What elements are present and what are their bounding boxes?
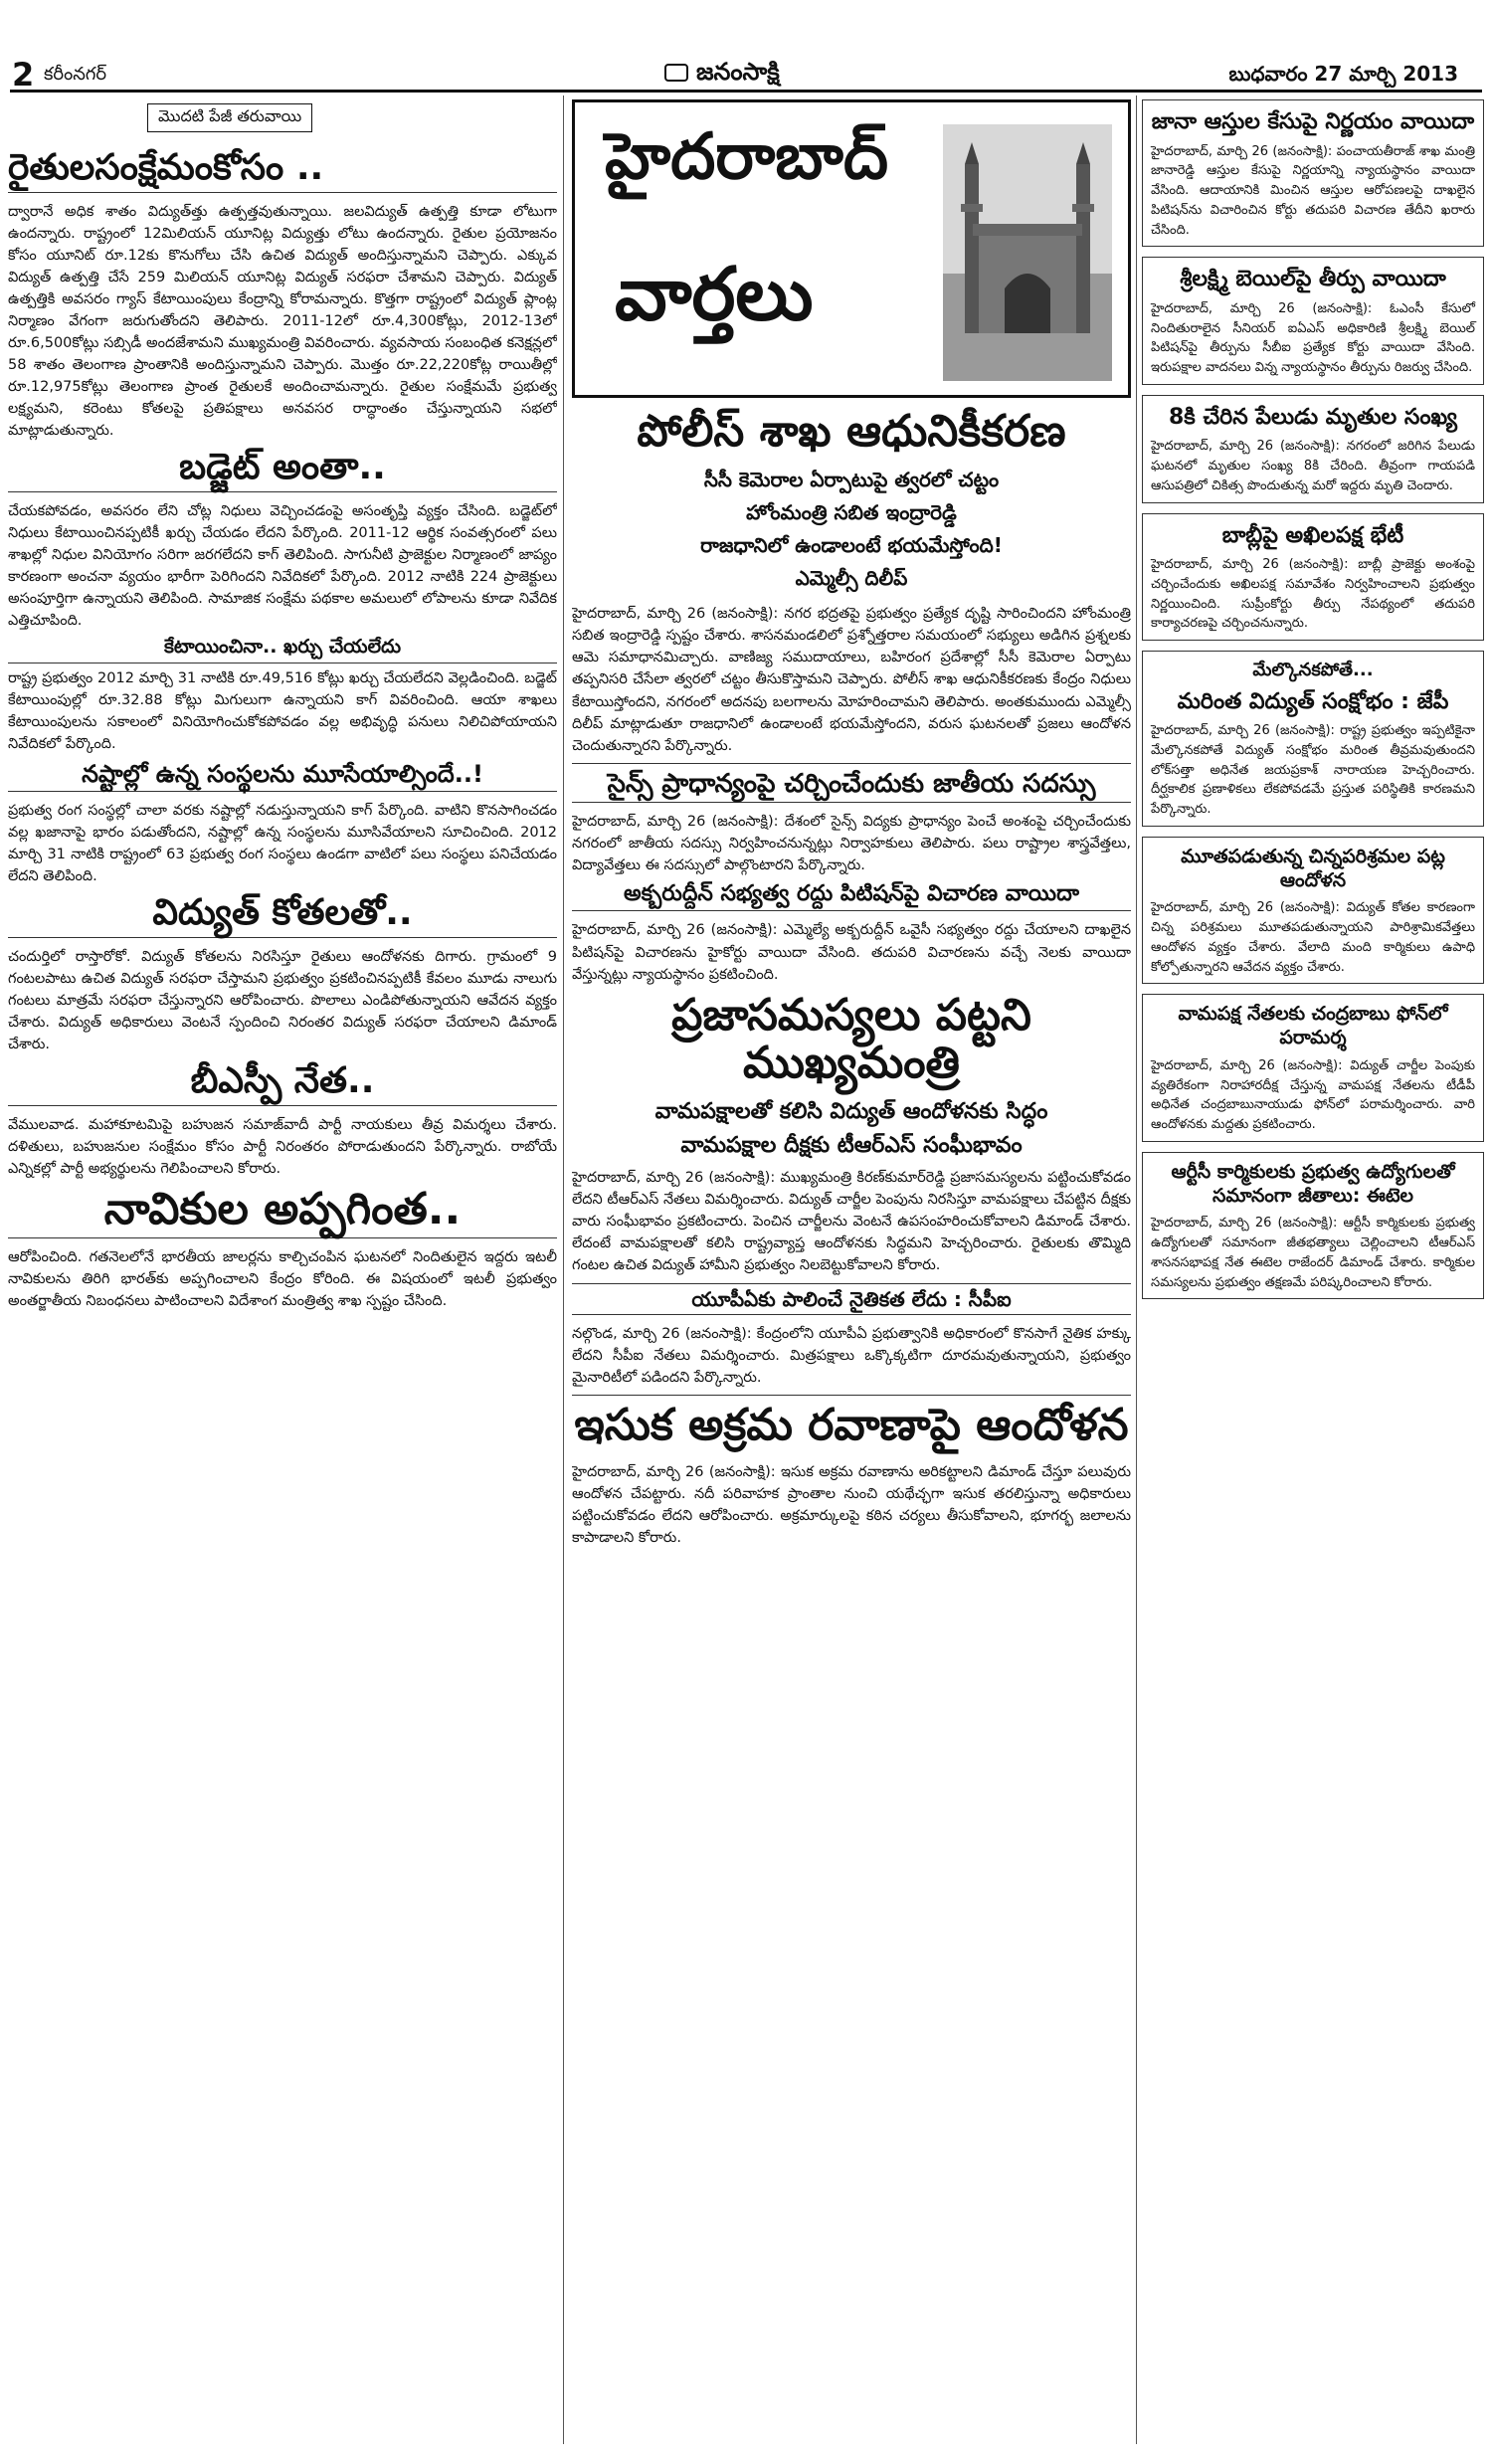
- article-body: చందుర్తిలో రాస్తారోకో. విద్యుత్ కోతలను నిరసిస్తూ రైతులు ఆందోళనకు దిగారు. గ్రామంలో 9 గంటలపాటు ఉచిత విద్యుత్ సరఫరా చేస్తామని ప్రభుత్వం ప్రకటించినప్పటికీ కేవలం మూడు నాలుగు గంటలు మాత్రమే సరఫరా చేస్తున్నారని ఆరోపించారు. పొలాలు ఎండిపోతున్నాయని ఆవేదన వ్యక్తం చేశారు. విద్యుత్ అధికారులు వెంటనే స్పందించి నిరంతర విద్యుత్ సరఫరా చేయాలని డిమాండ్ చేశారు.: [8, 948, 557, 1053]
- article-body: హైదరాబాద్, మార్చి 26 (జనంసాక్షి): ముఖ్యమంత్రి కిరణ్‌కుమార్‌రెడ్డి ప్రజాసమస్యలను పట్టించుకోవడం లేదని టీఆర్ఎస్ నేతలు విమర్శించారు. విద్యుత్ చార్జీల పెంపును నిరసిస్తూ వామపక్షాలు చేపట్టిన దీక్షకు వారు సంఘీభావం ప్రకటించారు. పెంచిన చార్జీలను వెంటనే ఉపసంహరించుకోవాలని డిమాండ్ చేశారు. లేదంటే వామపక్షాలతో కలిసి రాష్ట్రవ్యాప్త ఆందోళనకు సిద్ధమని హెచ్చరించారు. రైతులకు తొమ్మిది గంటల ఉచిత విద్యుత్ హామీని ప్రభుత్వం నిలబెట్టుకోవాలని కోరారు.: [572, 1170, 1131, 1274]
- brief-headline: ఆర్టీసీ కార్మికులకు ప్రభుత్వ ఉద్యోగులతో సమానంగా జీతాలు: ఈటెల: [1171, 1160, 1455, 1207]
- article-body: హైదరాబాద్, మార్చి 26 (జనంసాక్షి): ఇసుక అక్రమ రవాణాను అరికట్టాలని డిమాండ్ చేస్తూ పలువురు ఆందోళన చేపట్టారు. నదీ పరివాహక ప్రాంతాల నుంచి యథేచ్ఛగా ఇసుక తరలిస్తున్నా అధికారులు పట్టించుకోవడం లేదని ఆరోపించారు. అక్రమార్కులపై కఠిన చర్యలు తీసుకోవాలని, భూగర్భ జలాలను కాపాడాలని కోరారు.: [572, 1464, 1131, 1547]
- article-body: ఆరోపించింది. గతనెలలోనే భారతీయ జాలర్లను కాల్చిచంపిన ఘటనలో నిందితులైన ఇద్దరు ఇటలీ నావికులను తిరిగి భారత్‌కు అప్పగించాలని కేంద్రం కోరింది. ఈ విషయంలో ఇటలీ ప్రభుత్వం అంతర్జాతీయ నిబంధనలు పాటించాలని విదేశాంగ మంత్రిత్వ శాఖ స్పష్టం చేసింది.: [8, 1249, 557, 1310]
- right-column: [1142, 99, 1484, 2464]
- article-byline: ఎమ్మెల్సీ దిలీప్: [795, 566, 908, 591]
- section-name: కరీంనగర్: [44, 64, 106, 85]
- article-subheading: కేటాయించినా.. ఖర్చు చేయలేదు: [8, 636, 557, 663]
- article: [572, 770, 1131, 877]
- article: [572, 1395, 1131, 1550]
- article-headline: అక్బరుద్దీన్ సభ్యత్వ రద్దు పిటిషన్‌పై విచారణ వాయిదా: [572, 882, 1131, 911]
- charminar-image: [943, 124, 1112, 381]
- article-subheading: వామపక్షాల దీక్షకు టీఆర్ఎస్ సంఘీభావం: [680, 1133, 1023, 1159]
- header-rule: [10, 90, 1482, 93]
- article-headline: నష్టాల్లో ఉన్న సంస్థలను మూసేయాల్సిందే..!: [8, 761, 557, 792]
- article: [8, 1183, 557, 1312]
- brief-headline: జానా ఆస్తుల కేసుపై నిర్ణయం వాయిదా: [1151, 109, 1475, 134]
- hyderabad-news-banner: [572, 99, 1131, 398]
- article-body: చేయకపోవడం, అవసరం లేని చోట్ల నిధులు వెచ్చించడంపై అసంతృప్తి వ్యక్తం చేసింది. బడ్జెట్‌లో నిధులు కేటాయించినప్పటికీ ఖర్చు చేయడం లేదని పేర్కొంది. 2011-12 ఆర్థిక సంవత్సరంలో పలు శాఖల్లో నిధుల వినియోగం సరిగా జరగలేదని కాగ్ తెలిపింది. సాగునీటి ప్రాజెక్టుల నిర్మాణంలో జాప్యం కారణంగా అంచనా వ్యయం భారీగా పెరిగిందని నివేదికలో పేర్కొంది. 2012 నాటికి 224 ప్రాజెక్టులు అసంపూర్తిగా ఉన్నాయని తెలిపింది. సామాజిక సంక్షేమ పథకాల అమలులో లోపాలను కూడా నివేదిక ఎత్తిచూపింది.: [8, 502, 557, 629]
- newspaper-name-text: జనంసాక్షి: [696, 58, 780, 86]
- brief-body: హైదరాబాద్, మార్చి 26 (జనంసాక్షి): ఓఎంసీ కేసులో నిందితురాలైన సీనియర్ ఐఏఎస్ అధికారిణి శ్రీలక్ష్మి బెయిల్ పిటిషన్‌పై తీర్పును సీబీఐ ప్రత్యేక కోర్టు వాయిదా వేసింది. ఇరుపక్షాల వాదనలు విన్న న్యాయస్థానం తీర్పును రిజర్వు చేసింది.: [1151, 300, 1475, 375]
- article-body: ద్వారానే అధిక శాతం విద్యుత్‌త్తు ఉత్పత్తవుతున్నాయి. జలవిద్యుత్ ఉత్పత్తి కూడా లోటుగా ఉందన్నారు. రాష్ట్రంలో 12మిలియన్ యూనిట్ల విద్యుత్తు లోటు ఉందన్నారు. రైతుల ప్రయోజనం కోసం యూనిట్ రూ.12కు కొనుగోలు చేసి ఉచిత విద్యుత్ అందిస్తున్నామని చెప్పారు. ఎక్కువ విద్యుత్ ఉత్పత్తి చేసే 259 మిలియన్ యూనిట్ల విద్యుత్ సరఫరా చేశామని చెప్పారు. విద్యుత్ ఉత్పత్తికి అవసరం గ్యాస్ కేటాయింపులు కేంద్రాన్ని కోరామన్నారు. కొత్తగా రాష్ట్రంలో విద్యుత్ ప్లాంట్ల నిర్మాణం వేగంగా జరుగుతోందని తెలిపారు. 2011-12లో రూ.4,300కోట్లు, 2012-13లో రూ.6,500కోట్లు సబ్సిడీ అందజేశామని ముఖ్యమంత్రి వివరించారు. వ్యవసాయ సంబంధిత కనెక్షన్లలో 58 శాతం తెలంగాణ ప్రాంతానికి అందిస్తున్నామని చెప్పారు. మొత్తం రూ.22,220కోట్ల రాయితీల్లో రూ.12,975కోట్లు తెలంగాణ ప్రాంత రైతులకే అందించామన్నారు. రైతుల సంక్షేమమే ప్రభుత్వ లక్ష్యమని, కరెంటు కోతలపై ప్రతిపక్షాలు అనవసర రాద్ధాంతం చేస్తున్నాయని సభలో మాట్లాడుతున్నారు.: [8, 203, 557, 439]
- article: [8, 148, 557, 442]
- brief-body: హైదరాబాద్, మార్చి 26 (జనంసాక్షి): బాబ్లీ ప్రాజెక్టు అంశంపై చర్చించేందుకు అఖిలపక్ష సమావేశం నిర్వహించాలని ప్రభుత్వం నిర్ణయించింది. సుప్రీంకోర్టు తీర్పు నేపథ్యంలో తదుపరి కార్యాచరణపై చర్చించనున్నారు.: [1151, 557, 1475, 632]
- banner-title: హైదరాబాద్: [605, 120, 889, 194]
- article: [572, 989, 1131, 1277]
- article-headline: యూపీఏకు పాలించే నైతికత లేదు : సీపీఐ: [572, 1283, 1131, 1315]
- brief-headline: వామపక్ష నేతలకు చంద్రబాబు ఫోన్‌లో పరామర్శ: [1178, 1003, 1448, 1048]
- issue-date: బుధవారం 27 మార్చి 2013: [1228, 62, 1458, 86]
- column-divider: [1136, 95, 1137, 2444]
- brief-headline: మరింత విద్యుత్ సంక్షోభం : జేపీ: [1177, 688, 1449, 714]
- article-body: రాష్ట్ర ప్రభుత్వం 2012 మార్చి 31 నాటికి రూ.49,516 కోట్లు ఖర్చు చేయలేదని వెల్లడించింది. బడ్జెట్ కేటాయింపుల్లో రూ.32.88 కోట్లు మిగులుగా ఉన్నాయని కాగ్ వివరించింది. ఆయా శాఖలు కేటాయింపులను సకాలంలో వినియోగించుకోకపోవడం వల్ల అభివృద్ధి పనులు నిలిచిపోయాయని నివేదికలో పేర్కొంది.: [8, 669, 557, 752]
- news-brief: [1142, 99, 1484, 247]
- article-headline: ప్రజాసమస్యలు పట్టని ముఖ్యమంత్రి: [671, 989, 1031, 1088]
- news-brief: [1142, 994, 1484, 1142]
- article-headline: నావికుల అప్పగింత..: [8, 1186, 557, 1238]
- brief-headline: బాబ్లీపై అఖిలపక్ష భేటీ: [1221, 522, 1404, 548]
- article-body: హైదరాబాద్, మార్చి 26 (జనంసాక్షి): నగర భద్రతపై ప్రభుత్వం ప్రత్యేక దృష్టి సారించిందని హోంమంత్రి సబిత ఇంద్రారెడ్డి స్పష్టం చేశారు. శాసనమండలిలో ప్రశ్నోత్తరాల సమయంలో సభ్యులు అడిగిన ప్రశ్నలకు ఆమె సమాధానమిచ్చారు. వాణిజ్య సముదాయాలు, బహిరంగ ప్రదేశాల్లో సీసీ కెమెరాల ఏర్పాటు తప్పనిసరి చేసేలా త్వరలో చట్టం తీసుకొస్తామని చెప్పారు. పోలీస్ శాఖ ఆధునికీకరణకు కేంద్రం నిధులు కేటాయిస్తోందని, నగరంలో అదనపు బలగాలను మోహరించామని తెలిపారు. అంతకుముందు ఎమ్మెల్సీ దిలీప్ మాట్లాడుతూ రాజధానిలో ఉండాలంటే భయమేస్తోందని, వరుస ఘటనలతో ప్రజలు ఆందోళన చెందుతున్నారని పేర్కొన్నారు.: [572, 606, 1131, 754]
- article-headline: బడ్జెట్ అంతా..: [8, 448, 557, 492]
- brief-headline: శ్రీలక్ష్మి బెయిల్‌పై తీర్పు వాయిదా: [1180, 267, 1446, 292]
- brief-headline: మూతపడుతున్న చిన్నపరిశ్రమల పట్ల ఆందోళన: [1181, 845, 1445, 891]
- article-body: నల్గొండ, మార్చి 26 (జనంసాక్షి): కేంద్రంలోని యూపీఏ ప్రభుత్వానికి అధికారంలో కొనసాగే నైతిక హక్కు లేదని సీపీఐ నేతలు విమర్శించారు. మిత్రపక్షాలు ఒక్కొక్కటిగా దూరమవుతున్నాయని, ప్రభుత్వం మైనారిటీలో పడిందని పేర్కొన్నారు.: [572, 1325, 1131, 1386]
- brief-body: హైదరాబాద్, మార్చి 26 (జనంసాక్షి): విద్యుత్ కోతల కారణంగా చిన్న పరిశ్రమలు మూతపడుతున్నాయని పారిశ్రామికవేత్తలు ఆందోళన వ్యక్తం చేశారు. వేలాది మంది కార్మికులు ఉపాధి కోల్పోతున్నారని ఆవేదన వ్యక్తం చేశారు.: [1151, 900, 1475, 975]
- newspaper-name: [664, 58, 780, 92]
- article-headline: పోలీస్ శాఖ ఆధునికీకరణ: [637, 406, 1066, 457]
- brief-body: హైదరాబాద్, మార్చి 26 (జనంసాక్షి): నగరంలో జరిగిన పేలుడు ఘటనలో మృతుల సంఖ్య 8కి చేరింది. తీవ్రంగా గాయపడి ఆసుపత్రిలో చికిత్స పొందుతున్న మరో ఇద్దరు మృతి చెందారు.: [1151, 439, 1475, 493]
- article-quote: రాజధానిలో ఉండాలంటే భయమేస్తోంది!: [700, 533, 1003, 558]
- article-body: వేములవాడ. మహాకూటమిపై బహుజన సమాజ్‌వాదీ పార్టీ నాయకులు తీవ్ర విమర్శలు చేశారు. దళితులు, బహుజనుల సంక్షేమం కోసం పార్టీ నిరంతరం పోరాడుతుందని పేర్కొన్నారు. రాబోయే ఎన్నికల్లో పార్టీ అభ్యర్థులను గెలిపించాలని కోరారు.: [8, 1116, 557, 1177]
- news-brief: [1142, 1152, 1484, 1300]
- article-kicker: సీసీ కెమెరాల ఏర్పాటుపై త్వరలో చట్టం: [703, 468, 1000, 492]
- page-number: 2: [12, 56, 35, 94]
- middle-column: [572, 99, 1131, 2464]
- article: [8, 448, 557, 755]
- brief-body: హైదరాబాద్, మార్చి 26 (జనంసాక్షి): రాష్ట్ర ప్రభుత్వం ఇప్పటికైనా మేల్కొనకపోతే విద్యుత్ సంక్షోభం మరింత తీవ్రమవుతుందని లోక్‌సత్తా అధినేత జయప్రకాశ్ నారాయణ హెచ్చరించారు. దీర్ఘకాలిక ప్రణాళికలు లేకపోవడమే ప్రస్తుత పరిస్థితికి కారణమని పేర్కొన్నారు.: [1151, 723, 1475, 817]
- continued-label: మొదటి పేజీ తరువాయి: [147, 103, 312, 132]
- article: [8, 893, 557, 1055]
- article-headline: విద్యుత్ కోతలతో..: [8, 893, 557, 938]
- news-brief: [1142, 513, 1484, 642]
- article-body: హైదరాబాద్, మార్చి 26 (జనంసాక్షి): దేశంలో సైన్స్ విద్యకు ప్రాధాన్యం పెంచే అంశంపై చర్చించేందుకు నగరంలో జాతీయ సదస్సు నిర్వహించనున్నట్లు నిర్వాహకులు తెలిపారు. పలు రాష్ట్రాల శాస్త్రవేత్తలు, విద్యావేత్తలు ఈ సదస్సులో పాల్గొంటారని పేర్కొన్నారు.: [572, 814, 1131, 874]
- left-column: [8, 99, 557, 2464]
- newspaper-logo-icon: [664, 64, 688, 82]
- column-divider: [563, 95, 564, 2444]
- news-brief: [1142, 257, 1484, 385]
- article-body: ప్రభుత్వ రంగ సంస్థల్లో చాలా వరకు నష్టాల్లో నడుస్తున్నాయని కాగ్ పేర్కొంది. వాటిని కొనసాగించడం వల్ల ఖజానాపై భారం పడుతోందని, నష్టాల్లో ఉన్న సంస్థలను మూసివేయాలని సూచించింది. 2012 మార్చి 31 నాటికి రాష్ట్రంలో 63 ప్రభుత్వ రంగ సంస్థలు ఉండగా వాటిలో పలు సంస్థలు పనిచేయడం లేదని తెలిపింది.: [8, 803, 557, 885]
- article-subheading: వామపక్షాలతో కలిసి విద్యుత్ ఆందోళనకు సిద్ధం: [654, 1099, 1048, 1125]
- article-headline: రైతులసంక్షేమంకోసం ..: [8, 148, 557, 193]
- article-body: హైదరాబాద్, మార్చి 26 (జనంసాక్షి): ఎమ్మెల్యే అక్బరుద్దీన్ ఒవైసీ సభ్యత్వం రద్దు చేయాలని దాఖలైన పిటిషన్‌పై విచారణను హైకోర్టు వాయిదా వేసింది. తదుపరి విచారణను వచ్చే నెలకు వాయిదా వేస్తున్నట్లు న్యాయస్థానం ప్రకటించింది.: [572, 922, 1131, 983]
- article-headline: ఇసుక అక్రమ రవాణాపై ఆందోళన: [572, 1395, 1131, 1453]
- article: [572, 1283, 1131, 1389]
- banner-subtitle: వార్తలు: [615, 252, 814, 337]
- news-brief: [1142, 837, 1484, 985]
- news-brief: [1142, 651, 1484, 827]
- article: [572, 882, 1131, 985]
- article: [8, 1061, 557, 1180]
- page-header: [0, 0, 1492, 95]
- article-headline: బీఎస్పీ నేత..: [8, 1061, 557, 1106]
- brief-body: హైదరాబాద్, మార్చి 26 (జనంసాక్షి): ఆర్టీసీ కార్మికులకు ప్రభుత్వ ఉద్యోగులతో సమానంగా జీతభత్యాలు చెల్లించాలని టీఆర్ఎస్ శాసనసభాపక్ష నేత ఈటెల రాజేందర్ డిమాండ్ చేశారు. కార్మికుల సమస్యలను ప్రభుత్వం తక్షణమే పరిష్కరించాలని కోరారు.: [1151, 1216, 1475, 1290]
- article-headline: సైన్స్ ప్రాధాన్యంపై చర్చించేందుకు జాతీయ సదస్సు: [572, 770, 1131, 804]
- news-brief: [1142, 395, 1484, 503]
- lead-article: [572, 408, 1131, 757]
- brief-headline: 8కి చేరిన పేలుడు మృతుల సంఖ్య: [1169, 404, 1457, 430]
- article: [8, 761, 557, 888]
- brief-body: హైదరాబాద్, మార్చి 26 (జనంసాక్షి): విద్యుత్ చార్జీల పెంపుకు వ్యతిరేకంగా నిరాహారదీక్ష చేస్తున్న వామపక్ష నేతలను టీడీపీ అధినేత చంద్రబాబునాయుడు ఫోన్‌లో పరామర్శించారు. వారి ఆందోళనకు మద్దతు ప్రకటించారు.: [1151, 1057, 1475, 1132]
- brief-kicker: మేల్కొనకపోతే...: [1252, 660, 1374, 680]
- brief-body: హైదరాబాద్, మార్చి 26 (జనంసాక్షి): పంచాయతీరాజ్ శాఖ మంత్రి జానారెడ్డి ఆస్తుల కేసుపై నిర్ణయాన్ని న్యాయస్థానం వాయిదా వేసింది. ఆదాయానికి మించిన ఆస్తుల ఆరోపణలపై దాఖలైన పిటిషన్‌ను విచారించిన కోర్టు తదుపరి విచారణ తేదీని ఖరారు చేసింది.: [1151, 143, 1475, 238]
- article-kicker: హోంమంత్రి సబిత ఇంద్రారెడ్డి: [746, 500, 957, 525]
- divider: [572, 763, 1131, 764]
